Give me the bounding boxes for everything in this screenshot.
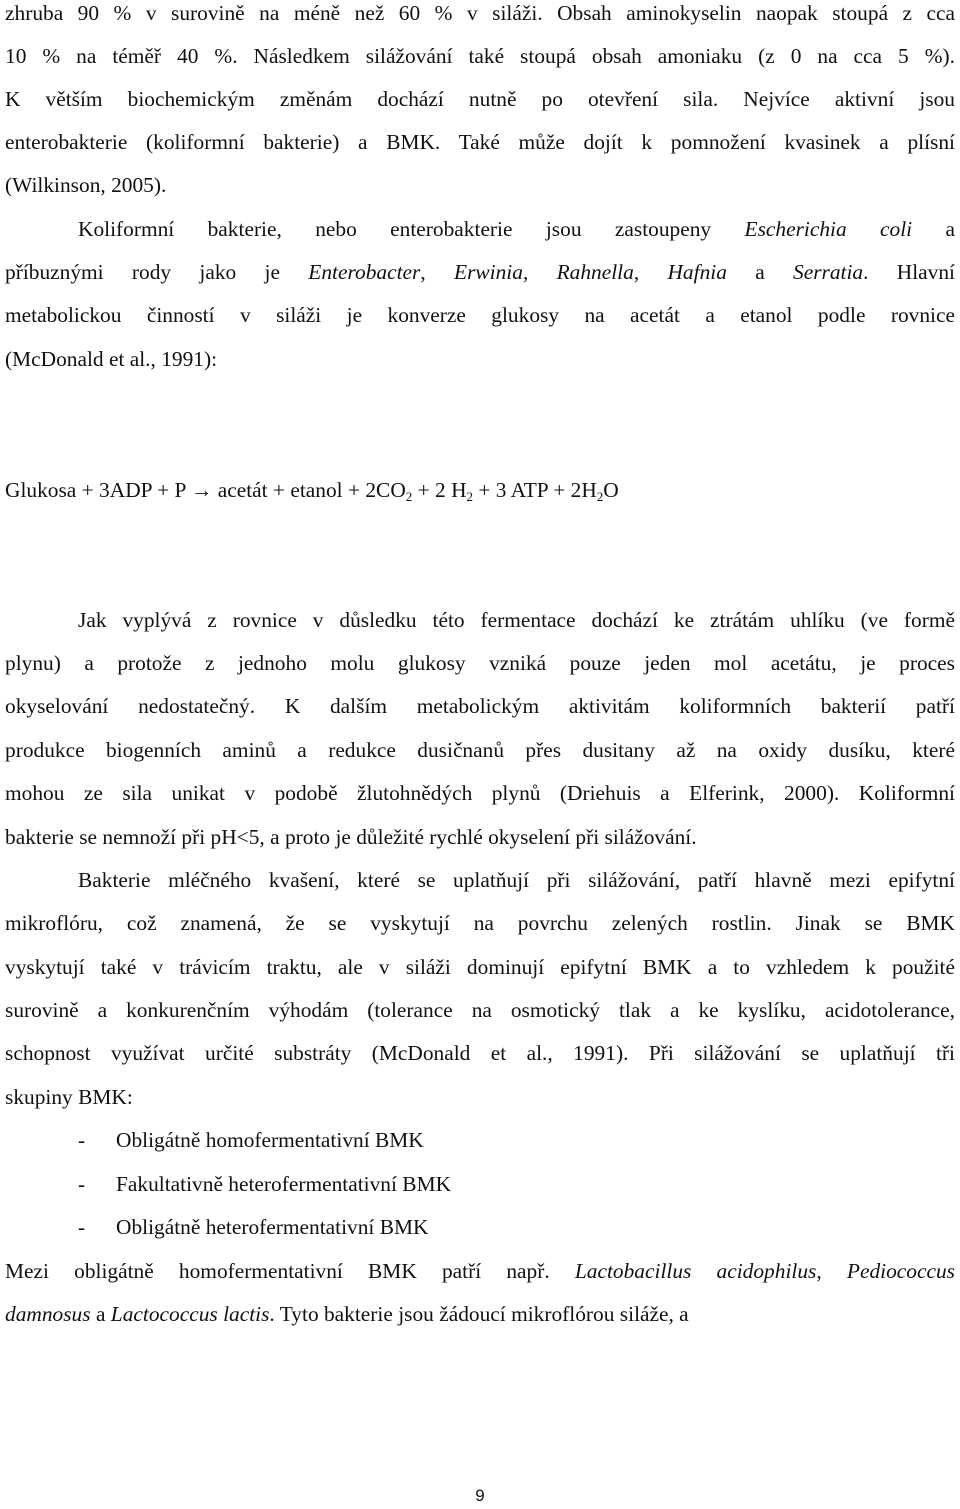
equation-part: acetát + etanol + 2CO (212, 478, 406, 502)
species-name: damnosus (5, 1302, 91, 1326)
text-line: produkce biogenních aminů a redukce dusičnanů přes dusitany až na oxidy dusíku, které (5, 738, 955, 762)
species-name: Escherichia coli (744, 217, 913, 241)
subscript: 2 (596, 489, 604, 504)
list-item-text: Fakultativně heterofermentativní BMK (116, 1172, 452, 1196)
list-dash: - (78, 1128, 86, 1152)
species-name: Lactococcus lactis (110, 1302, 270, 1326)
text-line: K větším biochemickým změnám dochází nutně po otevření sila. Nejvíce aktivní jsou (5, 87, 955, 111)
text-span: . Hlavní (863, 260, 955, 284)
genus-name: Serratia (793, 260, 864, 284)
text-line: zhruba 90 % v surovině na méně než 60 % v siláži. Obsah aminokyselin naopak stoupá z cca (5, 1, 955, 25)
text-line (78, 215, 955, 243)
text-span: , (816, 1259, 822, 1283)
text-line: mohou ze sila unikat v podobě žlutohnědých plynů (Driehuis a Elferink, 2000). Koliformní (5, 781, 955, 805)
genus-name: Erwinia (454, 260, 523, 284)
list-dash: - (78, 1215, 86, 1239)
page-number: 9 (475, 1486, 485, 1505)
subscript: 2 (405, 489, 413, 504)
text-line: 10 % na téměř 40 %. Následkem silážování také stoupá obsah amoniaku (z 0 na cca 5 %). (5, 44, 955, 68)
text-line: (Wilkinson, 2005). (5, 173, 167, 197)
genus-name: Rahnella (556, 260, 634, 284)
text-line: metabolickou činností v siláži je konverze glukosy na acetát a etanol podle rovnice (5, 303, 955, 327)
text-span: . Tyto bakterie jsou žádoucí mikroflórou siláže, a (269, 1302, 689, 1326)
text-line: enterobakterie (koliformní bakterie) a BMK. Také může dojít k pomnožení kvasinek a plísní (5, 130, 955, 154)
equation-part: Glukosa + 3ADP + P (5, 478, 191, 502)
text-line (5, 1300, 955, 1328)
text-line: Bakterie mléčného kvašení, které se uplatňují při silážování, patří hlavně mezi epifytní (78, 868, 955, 892)
text-line: surovině a konkurenčním výhodám (tolerance na osmotický tlak a ke kyslíku, acidotolerance, (5, 998, 955, 1022)
text-line: bakterie se nemnoží při pH<5, a proto je důležité rychlé okyselení při silážování. (5, 825, 697, 849)
genus-name: Pediococcus (846, 1259, 955, 1283)
equation-part: O (603, 478, 619, 502)
text-span: Koliformní bakterie, nebo enterobakterie jsou zastoupeny (78, 217, 712, 241)
text-line: Jak vyplývá z rovnice v důsledku této fermentace dochází ke ztrátám uhlíku (ve formě (78, 608, 955, 632)
subscript: 2 (466, 489, 474, 504)
text-line: mikroflóru, což znamená, že se vyskytují na povrchu zelených rostlin. Jinak se BMK (5, 911, 955, 935)
list-item (78, 1213, 955, 1241)
chemical-equation (5, 476, 955, 504)
list-item (78, 1126, 955, 1154)
text-line: vyskytují také v trávicím traktu, ale v siláži dominují epifytní BMK a to vzhledem k použité (5, 955, 955, 979)
text-span: , (420, 260, 426, 284)
equation-part: + 3 ATP + 2H (473, 478, 597, 502)
text-line (5, 258, 955, 286)
genus-name: Enterobacter (308, 260, 421, 284)
arrow-icon: → (190, 478, 213, 502)
species-name: Lactobacillus acidophilus (574, 1259, 817, 1283)
text-span: , (522, 260, 529, 284)
text-line (5, 1257, 955, 1285)
text-span: Mezi obligátně homofermentativní BMK patří např. (5, 1259, 550, 1283)
text-span: a (755, 260, 765, 284)
text-span: a (945, 217, 955, 241)
list-dash: - (78, 1172, 86, 1196)
text-line: (McDonald et al., 1991): (5, 347, 218, 371)
text-line: skupiny BMK: (5, 1085, 133, 1109)
text-line: schopnost využívat určité substráty (McDonald et al., 1991). Při silážování se uplatňují tři (5, 1041, 955, 1065)
list-item-text: Obligátně heterofermentativní BMK (116, 1215, 429, 1239)
text-line: okyselování nedostatečný. K dalším metabolickým aktivitám koliformních bakterií patří (5, 694, 955, 718)
text-line: plynu) a protože z jednoho molu glukosy vzniká pouze jeden mol acetátu, je proces (5, 651, 955, 675)
list-item-text: Obligátně homofermentativní BMK (116, 1128, 424, 1152)
genus-name: Hafnia (667, 260, 727, 284)
text-span: a (95, 1302, 106, 1326)
list-item (78, 1170, 955, 1198)
equation-part: + 2 H (412, 478, 467, 502)
text-span: příbuznými rody jako je (5, 260, 280, 284)
text-span: , (633, 260, 640, 284)
